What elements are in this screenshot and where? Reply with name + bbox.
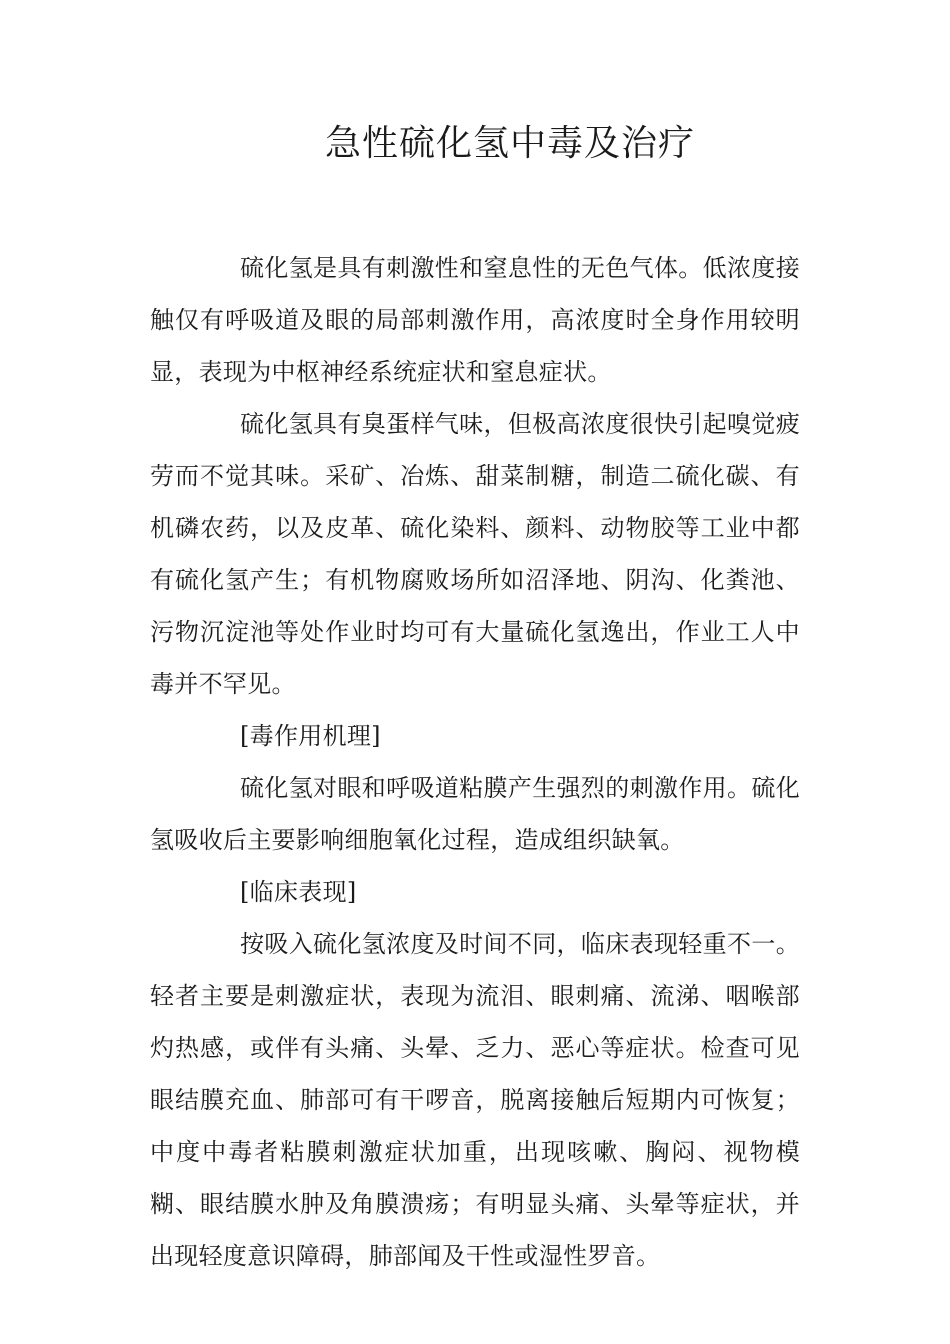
paragraph-sources: 硫化氢具有臭蛋样气味，但极高浓度很快引起嗅觉疲劳而不觉其味。采矿、冶炼、甜菜制糖，制造二硫化碳、有机磷农药，以及皮革、硫化染料、颜料、动物胶等工业中都有硫化氢产生；有机物腐败场所如沼泽地、阴沟、化粪池、污物沉淀池等处作业时均可有大量硫化氢逸出，作业工人中毒并不罕见。 — [150, 410, 800, 698]
paragraph-clinical: 按吸入硫化氢浓度及时间不同，临床表现轻重不一。轻者主要是刺激症状，表现为流泪、眼刺痛、流涕、咽喉部灼热感，或伴有头痛、头晕、乏力、恶心等症状。检查可见眼结膜充血、肺部可有干啰音，脱离接触后短期内可恢复；中度中毒者粘膜刺激症状加重，出现咳嗽、胸闷、视物模糊、眼结膜水肿及角膜溃疡；有明显头痛、头晕等症状，并出现轻度意识障碍，肺部闻及干性或湿性罗音。 — [150, 930, 800, 1270]
section-heading-clinical: [临床表现] — [240, 878, 357, 906]
document-title: 急性硫化氢中毒及治疗 — [324, 123, 695, 164]
section-heading-mechanism: [毒作用机理] — [240, 722, 381, 750]
paragraph-intro: 硫化氢是具有刺激性和窒息性的无色气体。低浓度接触仅有呼吸道及眼的局部刺激作用，高浓度时全身作用较明显，表现为中枢神经系统症状和窒息症状。 — [150, 254, 800, 386]
paragraph-mechanism: 硫化氢对眼和呼吸道粘膜产生强烈的刺激作用。硫化氢吸收后主要影响细胞氧化过程，造成组织缺氧。 — [150, 774, 800, 854]
document-body — [150, 242, 800, 1282]
